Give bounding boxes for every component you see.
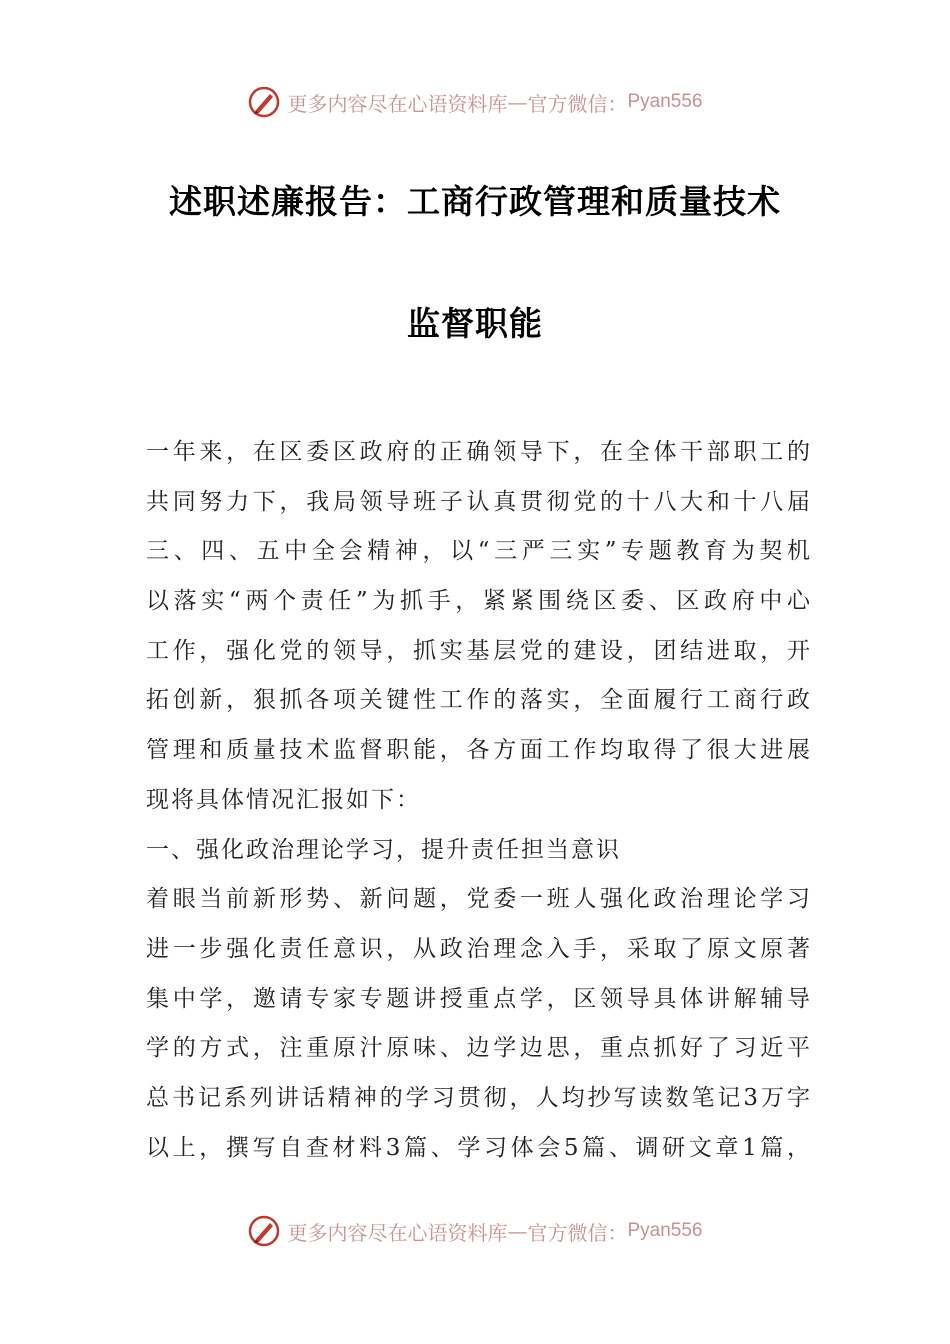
body-line: 现将具体情况汇报如下： — [146, 786, 421, 813]
header-watermark — [0, 82, 950, 122]
document-body — [146, 428, 810, 1173]
body-line: 以落实“两个责任”为抓手，紧紧围绕区委、区政府中心 — [146, 588, 810, 615]
body-line: 着眼当前新形势、新问题，党委一班人强化政治理论学习 — [146, 886, 810, 913]
body-line: 学的方式，注重原汁原味、边学边思，重点抓好了习近平 — [146, 1035, 810, 1062]
watermark-site-text: 更多内容尽在心语资料库 — [287, 1220, 508, 1245]
body-line: 以上，撰写自查材料3篇、学习体会5篇、调研文章1篇， — [146, 1134, 810, 1161]
body-line: 一年来，在区委区政府的正确领导下，在全体干部职工的 — [146, 439, 810, 465]
pen-logo-icon — [247, 85, 281, 119]
body-line: 拓创新，狠抓各项关键性工作的落实，全面履行工商行政 — [146, 687, 810, 714]
body-line: 三、四、五中全会精神，以“三严三实”专题教育为契机 — [146, 538, 810, 565]
body-line: 共同努力下，我局领导班子认真贯彻党的十八大和十八届 — [146, 488, 810, 515]
watermark-wechat-id: Pyan556 — [627, 1220, 703, 1241]
footer-watermark — [0, 1211, 950, 1251]
watermark-wechat-label: 官方微信： — [527, 91, 628, 116]
watermark-wechat-label: 官方微信： — [527, 1220, 628, 1245]
body-line: 总书记系列讲话精神的学习贯彻，人均抄写读数笔记3万字 — [146, 1084, 810, 1111]
pen-logo-icon — [247, 1214, 281, 1248]
watermark-separator: — — [507, 1219, 528, 1243]
body-line: 进一步强化责任意识，从政治理念入手，采取了原文原著 — [146, 935, 810, 962]
document-title-line-2: 监督职能 — [407, 304, 543, 343]
watermark-site-text: 更多内容尽在心语资料库 — [287, 91, 508, 116]
section-heading: 一、强化政治理论学习，提升责任担当意识 — [146, 836, 621, 863]
body-line: 管理和质量技术监督职能，各方面工作均取得了很大进展 — [146, 737, 810, 764]
watermark-wechat-id: Pyan556 — [627, 91, 703, 112]
body-line: 集中学，邀请专家专题讲授重点学，区领导具体讲解辅导 — [146, 985, 810, 1012]
watermark-separator: — — [507, 90, 528, 114]
body-line: 工作，强化党的领导，抓实基层党的建设，团结进取，开 — [146, 637, 810, 664]
document-title-line-1: 述职述廉报告：工商行政管理和质量技术 — [169, 182, 781, 221]
